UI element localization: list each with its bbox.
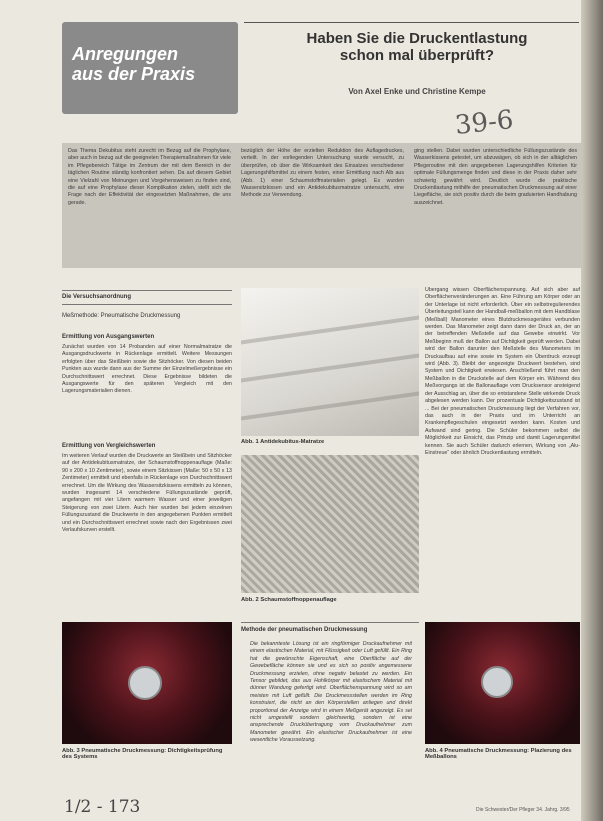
intro-box [62,143,582,268]
intro-column-1: Das Thema Dekubitus steht zurecht im Bezug auf die Prophylaxe, aber auch in bezug auf die geeigneten Therapiemaßnahmen für viele im Pflegebereich Tätige im Zentrum der mit dem Bereich in der täglichen Routine ständig konfrontiert sehen. Da auf diesem Gebiet eine Vielzahl von Meinungen und Vorgehensweisen zu finden sind, die auf eine Prophylaxe dieser Komplikation zielen, stellt sich die Frage nach der Effektivität der eingesetzten Maßnahmen, die uns gerade. [68,148,231,206]
figure-4-photo [425,622,580,744]
subheading-vergleichswerte: Ermittlung von Vergleichswerten [62,443,156,449]
antidecubitus-mattress-photo [241,288,419,436]
method-text: Die bekannteste Lösung ist ein ringförmiger Druckaufnehmer mit einem elastischen Material, mit Flüssigkeit oder Luft gefüllt. Ein Ring hat die gewünschte Eigenschaft, eine Oberfläche auf der Gewebefläche können sie und es sich so positiv angemessene Druckmessung erzielen, ohne negativ belastet zu werden. Ein Tensor gebildet, das aus Hohlkörper mit elastischem Material mit dünner Wandung gefertigt wird. Oberflächenspannung wird so am meisten mit Luft gefüllt. Die Druckmessstellen werden im Ring konstruiert, die nicht an den Körperstellen anliegen und direkt proportional der Anzeige wird in einem Meßgerät angezeigt. Es sei nicht umgestellt sondern gleichwertig, sondern ist eine ansprechende Druckübertragung vom Druckaufnehmer zum Manometer gewährt. Ein elastischer Druckaufnehmer ist eine wesentliche Voraussetzung. [250,641,412,744]
method-rule [241,622,419,623]
byline: Von Axel Enke und Christine Kempe [348,87,486,96]
manometer-icon [128,666,162,700]
method-title: Methode der pneumatischen Druckmessung [241,627,368,633]
header-rule [244,22,579,23]
figure-4-caption: Abb. 4 Pneumatische Druckmessung: Plazierung des Meßballons [425,748,572,760]
headline-line-1: Haben Sie die Druckentlastung [306,30,528,47]
intro-column-3: ging stellen. Dabei wurden unterschiedliche Füllungszustände des Wasserkissens getestet, um abzuwägen, ob sich in der alltäglichen Pflegeroutine mit den angegebenen Lagerungshilfen Kriterien für optimale Füllungsmenge finden und diese in der Praxis daher sehr schwierig gewährt wird. Deutlich wurde die praktische Druckentlastung mithilfe der pneumatischen Druckmessung auf einer Liegefläche, sie sich positiv durch die beim graduierten Handhabung auszeichnet. [414,148,577,206]
text-vergleichswerte: Im weiteren Verlauf wurden die Druckwerte an Steißbein und Sitzhöcker auf der Antidekubitusmatratze, der Schaumstoffnoppenauflage (Maße: 90 x 200 x 10 Zentimeter), sowie einem Sitzkissen (Maße: 50 x 50 x 13 Zentimeter) ermittelt und ebenfalls in Rückenlage von Durchschnittswert errechnet. Um die Wirkung des Wassersitzkissens ermitteln zu können, wurden insgesamt 14 verschiedene Füllungszustände geprüft, angefangen mit vier Litern warmem Wasser und einer jeweiligen Steigerung von zwei Litern. Auch hier wurden bei jedem einzelnen Füllungszustand die Druckwerte in den angegebenen Punkten ermittelt und ein Durchschnittswert errechnet sowie nach den Ergebnissen zwei Verlaufskurven erstellt. [62,453,232,534]
figure-1-caption: Abb. 1 Antidekubitus-Matratze [241,439,325,445]
figure-2-caption: Abb. 2 Schaumstoffnoppenauflage [241,597,337,603]
method-label: Meßmethode: Pneumatische Druckmessung [62,313,181,319]
handwritten-page-number: 1/2 - 173 [64,797,141,817]
banner-title [72,44,195,84]
footer-journal: Die Schwester/Der Pfleger 34. Jahrg. 3/95 [476,807,570,813]
intro-column-2: bezüglich der Höhe der erzielten Reduktion des Auflagedruckes, verteilt. In der vorliegenden Untersuchung wurde versucht, zu überprüfen, ob über die Wirksamkeit des Einsatzes verschiedener Lagerungshilfsmittel zu einem festen, einer Ermittlung nach Alb aus (Abb. 1) einer Schaumstoffmaterialien gelegt. Es wurden Wassersitzkissen und ein Antidekubitusmatratze untersucht, eine Methode zur Verwendung. [241,148,404,199]
section-title: Die Versuchsanordnung [62,294,132,300]
section-rule [62,290,232,291]
manometer-icon [481,666,513,698]
right-column-text: Übergang wissen Oberflächenspannung. Auf sich aber auf Oberflächenveränderungen an. Eine Führung am Körper oder an der Unterlage ist nicht erforderlich. Über ein selbstregulierendes Überleitungsteil kann der Handball-meßballon mit dem Handblase (Meßball) Manometer eines Blutdruckmessgerätes verbunden werden. Das Manometer zeigt dann dann der Druck an, der an der betreffenden Meßstelle auf das Gewebe einwirkt. Vor Meßbeginn muß der Ballon auf Dichtigkeit geprüft werden. Dabei wird der Ballon darunter den Meßstelle des Manometers im Druckaufbau auf eine sowie im System ein Überdruck erzeugt wird (Abb. 3). Bleibt der angezeigte Druckwert bestehen, sind System und Dichtigkeit erwiesen. Anschließend führt man den Meßballon in die Druckstelle auf dem Körper ein. Während des Meßvorgangs ist die Ballonauflage vom Drucksensor ansteigend der Ausschlag an, über die so entstandene Stelle wirkende Druck abgelesen werden kann. Der prozentuale Dichtigkeitszustand ist ... Bei der pneumatischen Druckmessung liegt der Verfahren vor, das auch in der Praxis und im Unterricht an Krankenpflegeschulen eingesetzt werden kann. Kosten und Aufwand sind gering. Die Schüler bekommen selbst die Möglichkeit zur Einsicht, das Prinzip und damit Lagerungsmittel kennen. Sie auch Schüler dadurch erlernen, Wirkung von „Alu-Einstreue“ oder ähnlich Druckentlastung ermitteln. [425,287,580,456]
section-banner [62,22,238,114]
figure-3-photo [62,622,232,744]
banner-line-1: Anregungen [72,44,178,64]
foam-pad-photo [241,455,419,593]
handwritten-number: 39-6 [453,105,515,141]
article-headline [262,30,572,64]
subheading-ausgangswerte: Ermittlung von Ausgangswerten [62,334,155,340]
figure-3-caption: Abb. 3 Pneumatische Druckmessung: Dichtigkeitsprüfung des Systems [62,748,223,760]
headline-line-2: schon mal überprüft? [339,47,495,64]
text-ausgangswerte: Zunächst wurden von 14 Probanden auf einer Normalmatratze die Ausgangsdruckwerte in Rückenlage ermittelt. Weitere Messungen erfolgten über das Steißbein sowie die Sitzhöcker. Von diesen beiden Punkten aus wurde dann aus der Summe der Einzelmeßergebnisse ein Durchschnittswert errechnet. Diese Ergebnisse bildeten die Ausgangswerte für den späteren Vergleich mit den Lagerungsmaterialien dienen. [62,344,232,395]
banner-line-2: aus der Praxis [72,64,196,84]
section-rule-2 [62,304,232,305]
page-edge-shadow [581,0,603,821]
